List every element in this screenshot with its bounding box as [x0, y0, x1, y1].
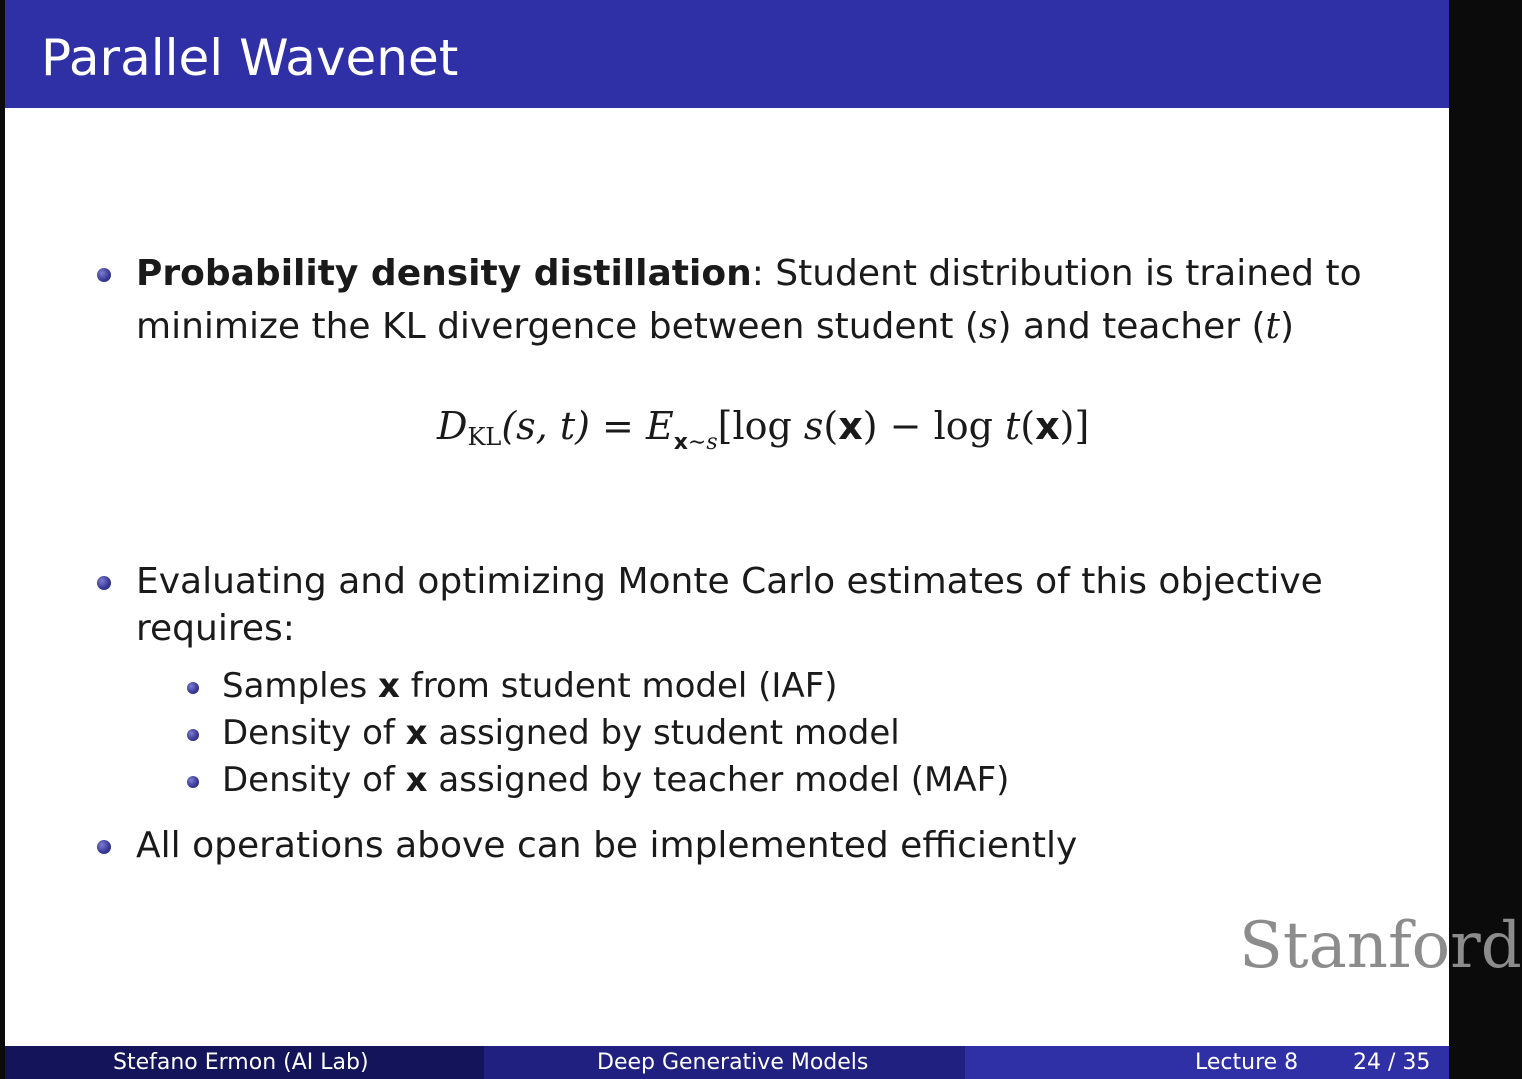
formula-equals: =	[589, 404, 646, 448]
formula-close: ]	[1074, 404, 1090, 448]
bullet1-line2-b: ) and teacher (	[997, 306, 1266, 347]
bullet-icon	[97, 268, 111, 282]
bullet1-line1	[136, 250, 1362, 298]
formula-sub-x: x	[673, 430, 688, 455]
bullet-icon	[97, 576, 111, 590]
formula-sub-rest: ∼s	[687, 430, 718, 455]
footer-course: Deep Generative Models	[597, 1050, 869, 1075]
slide	[5, 0, 1522, 1079]
formula-x1: x	[838, 404, 863, 448]
subitem-3-post: assigned by teacher model (MAF)	[427, 760, 1010, 800]
formula-minus-log: − log	[877, 404, 1006, 448]
bullet1-line2-a: minimize the KL divergence between student (	[136, 306, 979, 347]
formula-expectation: E	[645, 404, 674, 448]
footer-course-segment	[484, 1046, 965, 1079]
sub-bullet-icon	[187, 729, 199, 741]
footer-author-segment	[5, 1046, 484, 1079]
bullet2-line1: Evaluating and optimizing Monte Carlo estimates of this objective	[136, 561, 1323, 602]
subitem-2	[222, 711, 900, 755]
subitem-1	[222, 664, 838, 708]
subitem-2-post: assigned by student model	[427, 713, 900, 753]
sub-bullet-icon	[187, 682, 199, 694]
subitem-2-x: x	[405, 713, 428, 753]
student-symbol: s	[978, 306, 998, 347]
formula-d: D	[437, 404, 468, 448]
subitem-2-pre: Density of	[222, 713, 406, 753]
slide-title: Parallel Wavenet	[41, 29, 459, 87]
formula-args: (s, t)	[501, 404, 590, 448]
subitem-1-post: from student model (IAF)	[399, 666, 838, 706]
bullet-icon	[97, 840, 111, 854]
subitem-3-pre: Density of	[222, 760, 406, 800]
footer-page-number: 24 / 35	[1353, 1050, 1431, 1075]
formula-x2: x	[1035, 404, 1060, 448]
title-bar	[5, 0, 1449, 108]
footer	[5, 1046, 1449, 1079]
subitem-3	[222, 758, 1009, 802]
bullet3-text: All operations above can be implemented efficiently	[136, 825, 1078, 866]
subitem-1-x: x	[378, 666, 400, 706]
kl-formula: DKL(s, $t) = E_{x\sim s}[\log$ s(x) − log t(x)]	[437, 404, 1090, 455]
bullet2-line2: requires:	[136, 608, 295, 649]
bullet1-bold-term: Probability density distillation	[136, 253, 752, 294]
formula-t: t	[1005, 404, 1021, 448]
footer-lecture-segment	[965, 1046, 1449, 1079]
bullet1-line2-c: )	[1279, 306, 1295, 347]
footer-author: Stefano Ermon (AI Lab)	[113, 1050, 369, 1075]
formula-open-log: [log	[717, 404, 804, 448]
formula-s: s	[803, 404, 824, 448]
teacher-symbol: t	[1265, 306, 1280, 347]
stanford-watermark: Stanford	[1239, 909, 1522, 983]
bullet1-line1-rest: : Student distribution is trained to	[751, 253, 1362, 294]
subitem-3-x: x	[405, 760, 428, 800]
formula-kl-subscript: KL	[467, 423, 502, 451]
bullet1-line2	[136, 303, 1294, 351]
subitem-1-pre: Samples	[222, 666, 379, 706]
sub-bullet-icon	[187, 776, 199, 788]
footer-lecture: Lecture 8	[1195, 1050, 1299, 1075]
